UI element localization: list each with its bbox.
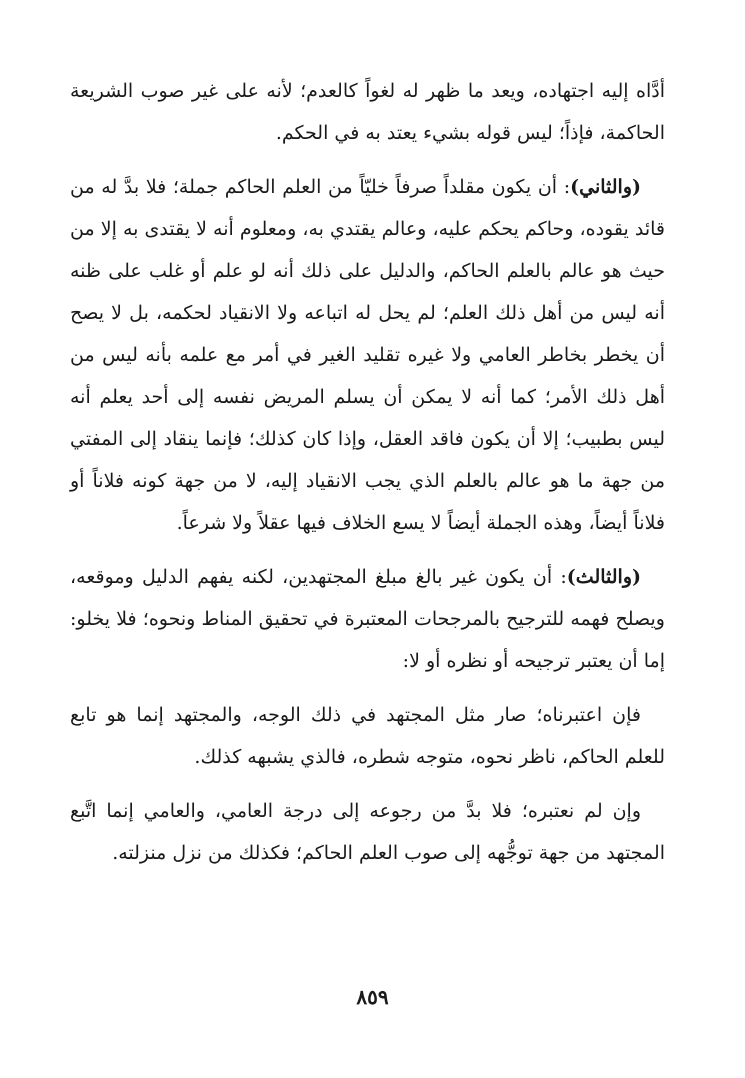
paragraph-text: : أن يكون مقلداً صرفاً خليّاً من العلم الحاكم جملة؛ فلا بدَّ له من قائد يقوده، وحاكم يحكم عليه، وعالم يقتدي به، ومعلوم أنه لا يقتدى به إلا من حيث هو عالم بالعلم الحاكم، والدليل على ذلك أنه لو علم أو غلب على ظنه أنه ليس من أهل ذلك العلم؛ لم يحل له اتباعه ولا الانقياد لحكمه، بل لا يصح أن يخطر بخاطر العامي ولا غيره تقليد الغير في أمر مع علمه بأنه ليس من أهل ذلك الأمر؛ كما أنه لا يمكن أن يسلم المريض نفسه إلى أحد يعلم أنه ليس بطبيب؛ إلا أن يكون فاقد العقل، وإذا كان كذلك؛ فإنما ينقاد إلى المفتي من جهة ما هو عالم بالعلم الذي يجب الانقياد إليه، لا من جهة كونه فلاناً أو فلاناً أيضاً، وهذه الجملة أيضاً لا يسع الخلاف فيها عقلاً ولا شرعاً. — [70, 176, 665, 534]
paragraph-text: فإن اعتبرناه؛ صار مثل المجتهد في ذلك الوجه، والمجتهد إنما هو تابع للعلم الحاكم، ناظر نحوه، متوجه شطره، فالذي يشبهه كذلك. — [70, 704, 665, 768]
paragraph-if-not-considered — [70, 790, 665, 874]
paragraph-lead: (والثاني) — [570, 176, 641, 198]
page-number: ٨٥٩ — [356, 985, 389, 1009]
paragraph-text: أدَّاه إليه اجتهاده، ويعد ما ظهر له لغواً كالعدم؛ لأنه على غير صوب الشريعة الحاكمة، فإذاً؛ ليس قوله بشيء يعتد به في الحكم. — [70, 80, 665, 144]
paragraph-lead: (والثالث) — [566, 566, 641, 588]
paragraph-if-considered — [70, 694, 665, 778]
paragraph-continuation — [70, 70, 665, 154]
paragraph-second-type — [70, 166, 665, 544]
paragraph-third-type — [70, 556, 665, 682]
page-body — [70, 70, 665, 874]
paragraph-text: : أن يكون غير بالغ مبلغ المجتهدين، لكنه يفهم الدليل وموقعه، ويصلح فهمه للترجيح بالمرجحات المعتبرة في تحقيق المناط ونحوه؛ فلا يخلو: إما أن يعتبر ترجيحه أو نظره أو لا: — [70, 566, 665, 672]
paragraph-text: وإن لم نعتبره؛ فلا بدَّ من رجوعه إلى درجة العامي، والعامي إنما اتَّبع المجتهد من جهة توجُّهه إلى صوب العلم الحاكم؛ فكذلك من نزل منزلته. — [70, 800, 665, 864]
